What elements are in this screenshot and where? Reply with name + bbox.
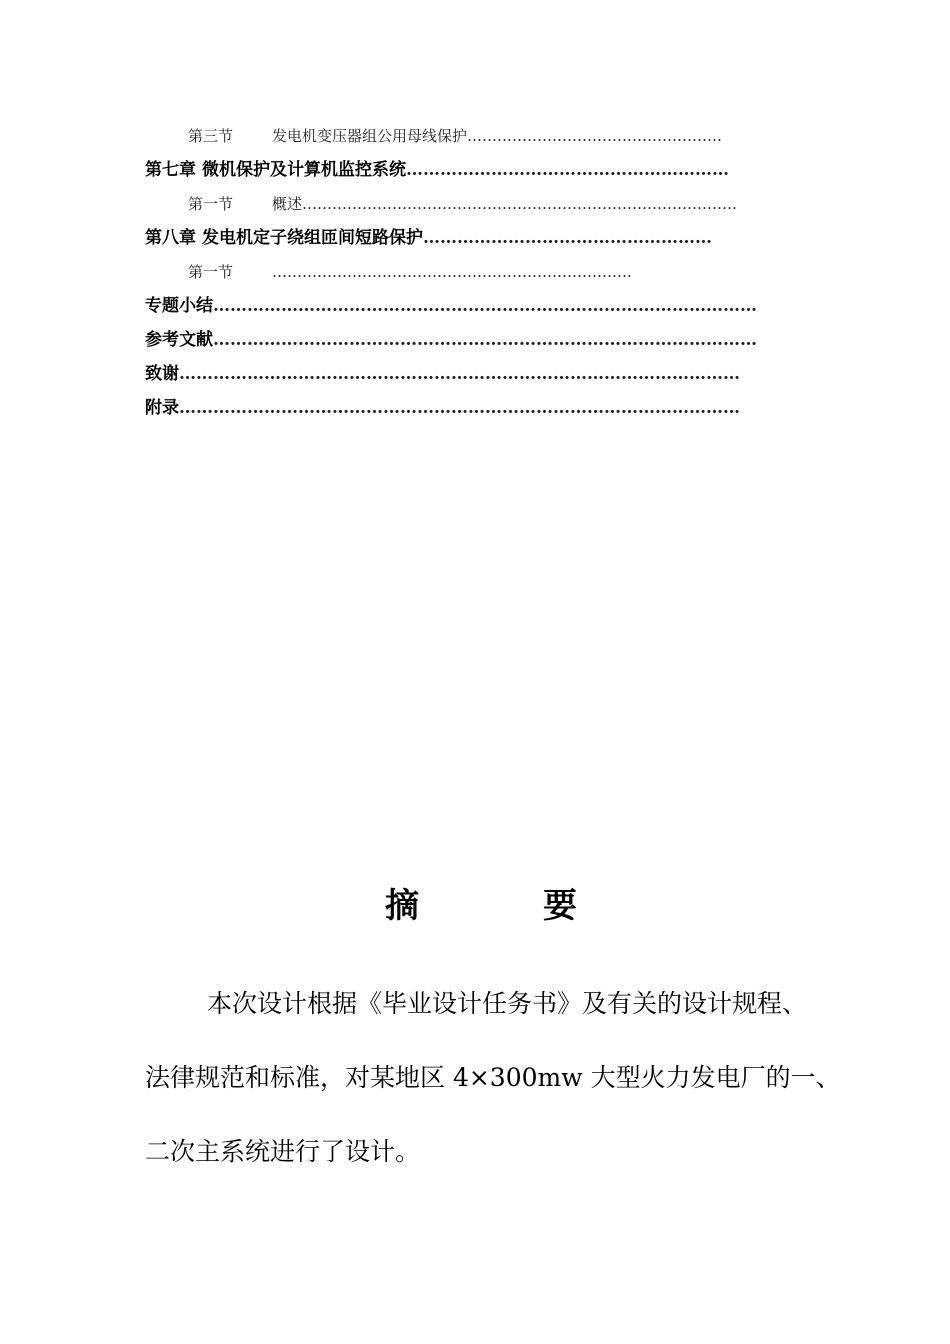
toc-leader-dots: ……………………………………………………………… bbox=[272, 263, 632, 281]
abstract-paragraph bbox=[145, 967, 845, 1189]
abstract-line-1: 本次设计根据《毕业设计任务书》及有关的设计规程、 bbox=[207, 989, 808, 1018]
toc-entry-title: 致谢 bbox=[145, 364, 179, 384]
toc-leader-dots: …………………………………………………………………………………… bbox=[213, 330, 757, 350]
abstract-heading-char-2: 要 bbox=[543, 886, 577, 926]
toc-leader-dots: …………………………………………………………………………………… bbox=[213, 296, 757, 316]
toc-entry-title: 参考文献 bbox=[145, 330, 213, 350]
toc-leader-dots: …………………………………………… bbox=[467, 127, 723, 145]
toc-entry-title: 附录 bbox=[145, 398, 179, 418]
toc-entry bbox=[145, 362, 740, 386]
toc-entry-title: 发电机变压器组公用母线保护 bbox=[272, 127, 468, 145]
abstract-line-3: 二次主系统进行了设计。 bbox=[145, 1137, 421, 1166]
toc-leader-dots: ………………………………………………… bbox=[406, 160, 729, 180]
toc-entry bbox=[145, 328, 757, 352]
toc-entry-number: 第八章 bbox=[145, 228, 196, 248]
toc-leader-dots: ……………………………………………………………………………………… bbox=[179, 398, 740, 418]
toc-entry-title: 发电机定子绕组匝间短路保护 bbox=[202, 228, 423, 248]
toc-entry-title: 专题小结 bbox=[145, 296, 213, 316]
toc-entry bbox=[145, 260, 632, 284]
toc-entry bbox=[145, 226, 712, 250]
toc-entry-number: 第七章 bbox=[145, 160, 196, 180]
toc-entry-title: 概述 bbox=[272, 195, 303, 213]
toc-entry-number: 第一节 bbox=[188, 263, 234, 281]
abstract-heading-char-1: 摘 bbox=[385, 886, 419, 926]
toc-entry-title: 微机保护及计算机监控系统 bbox=[202, 160, 406, 180]
abstract-heading bbox=[385, 878, 577, 927]
toc-entry bbox=[145, 158, 729, 182]
toc-entry-number: 第一节 bbox=[188, 195, 234, 213]
abstract-line-2: 法律规范和标准，对某地区 4×300mw 大型火力发电厂的一、 bbox=[145, 1063, 841, 1092]
toc-entry bbox=[145, 124, 722, 148]
toc-entry bbox=[145, 192, 737, 216]
toc-entry bbox=[145, 396, 740, 420]
toc-leader-dots: ……………………………………………………………………………………… bbox=[179, 364, 740, 384]
toc-entry bbox=[145, 294, 757, 318]
toc-leader-dots: …………………………………………………………………………… bbox=[302, 195, 738, 213]
toc-entry-number: 第三节 bbox=[188, 127, 234, 145]
toc-leader-dots: …………………………………………… bbox=[423, 228, 712, 248]
